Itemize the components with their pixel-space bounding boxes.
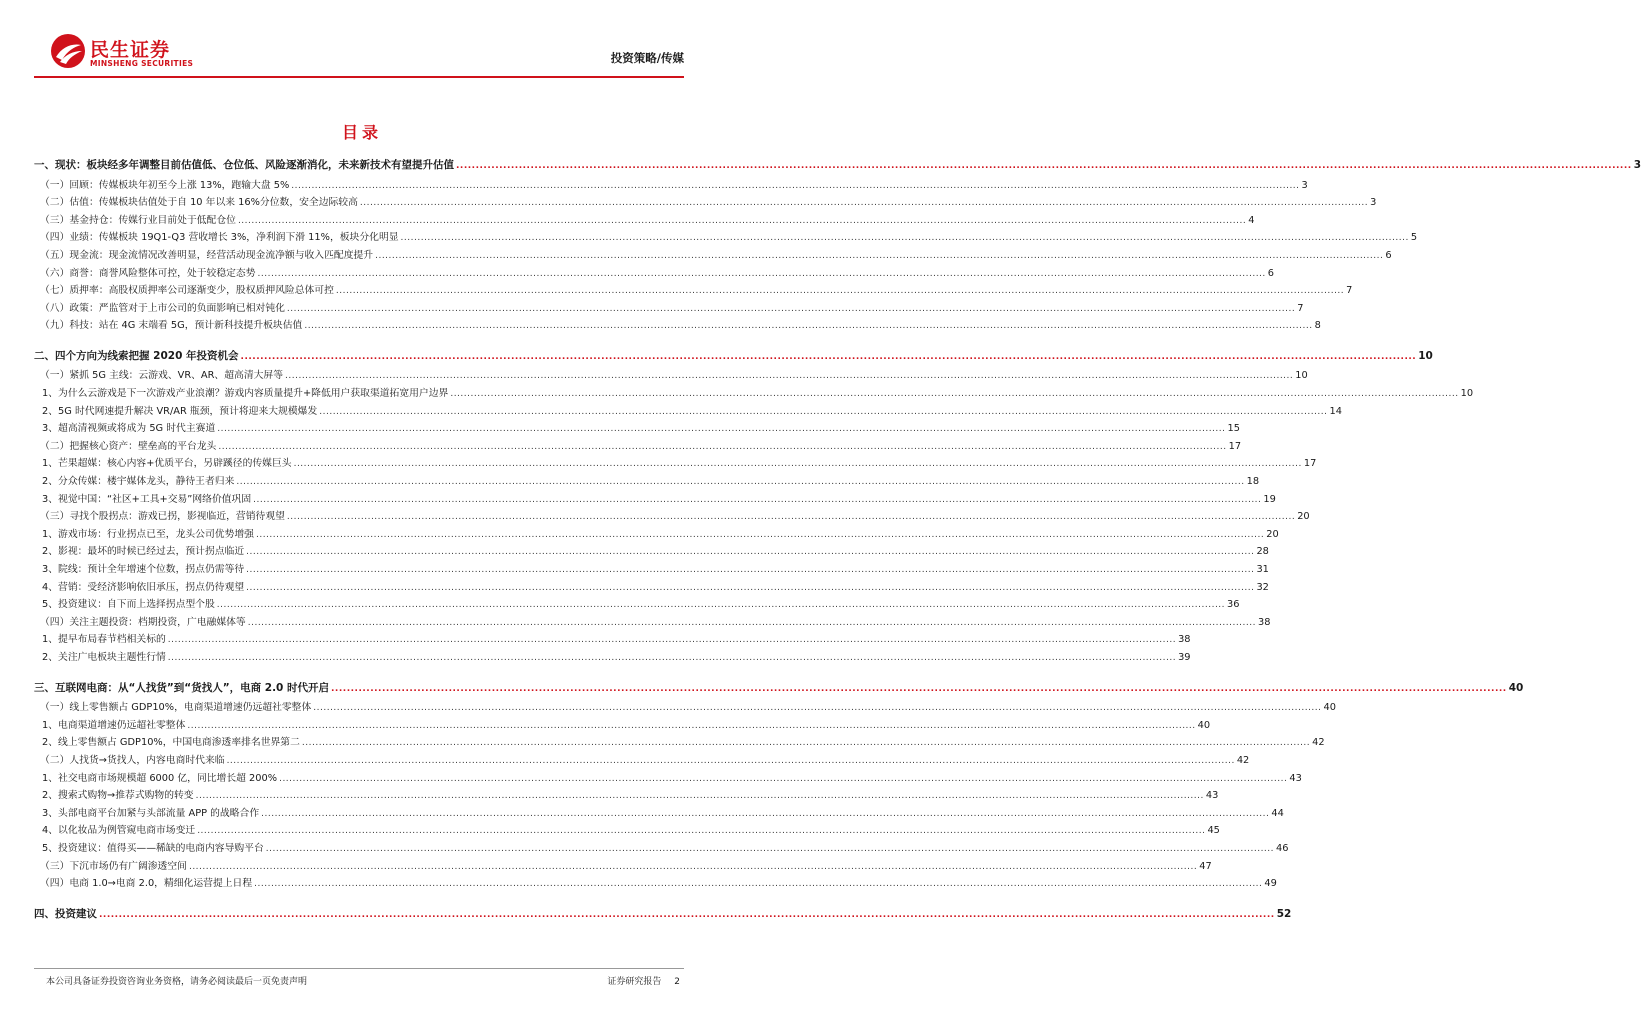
toc-entry-page: 42 (1312, 737, 1325, 749)
toc-leader-dots: ............................................................................................................................................................................................................................................................................................................ (188, 861, 1198, 872)
toc-entry-page: 4 (1248, 214, 1255, 226)
toc-entry-page: 6 (1267, 267, 1275, 279)
toc-leader-dots: ............................................................................................................................................................................................................................................................................................................ (255, 529, 1265, 540)
toc-entry-page: 17 (1228, 440, 1242, 452)
toc-leader-dots: ............................................................................................................................................................................................................................................................................................................ (246, 582, 1255, 593)
toc-entry-level-3[interactable] (34, 631, 1191, 646)
toc-leader-dots: ............................................................................................................................................................................................................................................................................................................ (375, 250, 1384, 261)
toc-entry-page: 32 (1256, 581, 1269, 593)
toc-entry-page: 42 (1236, 754, 1250, 766)
toc-entry-label: 1、游戏市场：行业拐点已至，龙头公司优势增强 (42, 528, 254, 540)
footer-report-type: 证券研究报告 (607, 977, 662, 987)
toc-entry-label: （四）电商 1.0→电商 2.0，精细化运营提上日程 (40, 878, 253, 890)
toc-entry-page: 40 (1508, 681, 1524, 694)
toc-entry-label: （四）业绩：传媒板块 19Q1-Q3 营收增长 3%，净利润下滑 11%，板块分化明显 (40, 232, 399, 244)
toc-leader-dots: ............................................................................................................................................................................................................................................................................................................ (313, 703, 1322, 714)
toc-entry-level-2[interactable] (34, 177, 1308, 191)
toc-entry-level-3[interactable] (34, 385, 1474, 399)
toc-leader-dots: ............................................................................................................................................................................................................................................................................................................ (400, 233, 1409, 244)
toc-entry-level-2[interactable] (34, 438, 1242, 452)
report-category: 投资策略/传媒 (610, 51, 684, 65)
toc-entry-page: 3 (1301, 179, 1308, 191)
footer-info (597, 974, 680, 987)
toc-entry-label: 四、投资建议 (34, 907, 97, 920)
toc-entry-page: 43 (1289, 772, 1302, 784)
toc-entry-level-3[interactable] (34, 840, 1289, 854)
toc-entry-level-3[interactable] (34, 473, 1260, 487)
toc-entry-label: （四）关注主题投资：档期投资，广电融媒体等 (40, 616, 246, 628)
toc-entry-page: 46 (1276, 842, 1289, 854)
toc-entry-label: 一、现状：板块经多年调整目前估值低、仓位低、风险逐渐消化，未来新技术有望提升估值 (34, 159, 454, 171)
toc-entry-level-3[interactable] (34, 455, 1317, 470)
toc-entry-level-3[interactable] (34, 403, 1342, 417)
toc-leader-dots: ............................................................................................................................................................................................................................................................................................................ (195, 791, 1204, 802)
toc-entry-level-2[interactable] (34, 614, 1271, 628)
toc-entry-page: 15 (1227, 423, 1240, 435)
toc-entry-label: （一）回顾：传媒板块年初至今上涨 13%，跑输大盘 5% (40, 179, 290, 191)
toc-leader-dots: ............................................................................................................................................................................................................................................................................................................ (167, 635, 1177, 646)
footer-disclaimer: 本公司具备证券投资咨询业务资格，请务必阅读最后一页免责声明 (46, 977, 308, 987)
toc-entry-level-2[interactable] (34, 212, 1255, 226)
toc-entry-label: （五）现金流：现金流情况改善明显，经营活动现金流净额与收入匹配度提升 (40, 249, 374, 261)
toc-entry-page: 7 (1297, 302, 1304, 314)
toc-entry-page: 31 (1256, 564, 1269, 575)
toc-entry-level-1[interactable] (34, 680, 1524, 694)
toc-leader-dots: ............................................................................................................................................................................................................................................................................................................ (253, 494, 1262, 505)
toc-entry-level-2[interactable] (34, 265, 1275, 279)
toc-leader-dots: ............................................................................................................................................................................................................................................................................................................ (216, 600, 1226, 611)
toc-entry-level-3[interactable] (34, 543, 1269, 558)
toc-entry-page: 45 (1207, 825, 1220, 837)
toc-entry-level-3[interactable] (34, 420, 1240, 435)
toc-leader-dots: ............................................................................................................................................................................................................................................................................................................ (246, 565, 1255, 575)
toc-entry-label: （八）政策：严监管对于上市公司的负面影响已相对钝化 (40, 302, 285, 314)
toc-leader-dots: ............................................................................................................................................................................................................................................................................................................ (293, 459, 1302, 470)
page-header (34, 28, 684, 76)
toc-leader-dots: ............................................................................................................................................................................................................................................................................................................ (286, 512, 1296, 523)
toc-entry-label: 2、5G 时代网速提升解决 VR/AR 瓶颈，预计将迎来大规模爆发 (42, 405, 318, 417)
toc-entry-level-2[interactable] (34, 229, 1418, 244)
toc-entry-label: （三）寻找个股拐点：游戏已拐，影视临近，营销待观望 (40, 511, 285, 523)
toc-leader-dots: ............................................................................................................................................................................................................................................................................................................ (226, 755, 1235, 766)
toc-entry-label: （一）线上零售额占 GDP10%，电商渠道增速仍远超社零整体 (40, 702, 312, 714)
toc-entry-label: 1、电商渠道增速仍远超社零整体 (42, 719, 186, 731)
toc-entry-level-2[interactable] (34, 194, 1377, 209)
company-logo (50, 33, 220, 73)
header-divider (34, 76, 684, 78)
toc-entry-label: 2、线上零售额占 GDP10%，中国电商渗透率排名世界第二 (42, 737, 300, 749)
toc-entry-label: （七）质押率：高股权质押率公司逐渐变少，股权质押风险总体可控 (40, 285, 334, 297)
toc-entry-page: 10 (1295, 370, 1308, 382)
toc-entry-page: 5 (1410, 232, 1418, 244)
page-title: 目录 (341, 123, 382, 142)
toc-entry-label: （九）科技：站在 4G 末端看 5G，预计新科技提升板块估值 (40, 320, 303, 332)
toc-entry-level-2[interactable] (34, 282, 1353, 297)
toc-entry-label: 三、互联网电商：从“人找货”到“货找人”，电商 2.0 时代开启 (34, 681, 330, 694)
toc-entry-level-2[interactable] (34, 875, 1277, 890)
toc-leader-dots: ............................................................................................................................................................................................................................................................................................................ (167, 653, 1177, 663)
toc-leader-dots: ............................................................................................................................................................................................................................................................................................................ (218, 441, 1227, 452)
toc-entry-level-1[interactable] (34, 348, 1433, 362)
toc-entry-label: （一）紧抓 5G 主线：云游戏、VR、AR、超高清大屏等 (40, 370, 284, 382)
toc-leader-dots: ............................................................................................................................................................................................................................................................................................................ (301, 738, 1311, 749)
toc-leader-dots: ............................................................................................................................................................................................................................................................................................................ (247, 617, 1256, 628)
toc-leader-dots: ............................................................................................................................................................................................................................................................................................................ (450, 389, 1459, 399)
toc-leader-dots: ............................................................................................................................................................................................................................................................................................................ (240, 351, 1417, 362)
toc-entry-level-3[interactable] (34, 787, 1219, 802)
toc-leader-dots: ............................................................................................................................................................................................................................................................................................................ (291, 180, 1300, 191)
toc-leader-dots: ............................................................................................................................................................................................................................................................................................................ (456, 161, 1632, 171)
toc-leader-dots: ............................................................................................................................................................................................................................................................................................................ (237, 215, 1247, 226)
toc-entry-level-3[interactable] (34, 717, 1211, 731)
toc-entry-page: 49 (1264, 878, 1277, 890)
toc-entry-level-3[interactable] (34, 596, 1240, 611)
toc-leader-dots: ............................................................................................................................................................................................................................................................................................................ (319, 406, 1328, 417)
toc-entry-page: 52 (1276, 907, 1292, 920)
toc-entry-level-1[interactable] (34, 157, 1641, 171)
toc-leader-dots: ............................................................................................................................................................................................................................................................................................................ (197, 826, 1206, 837)
toc-entry-label: 3、视觉中国：“社区+工具+交易”网络价值巩固 (42, 493, 252, 505)
toc-entry-page: 47 (1199, 860, 1212, 872)
minsheng-logo-icon (50, 33, 86, 69)
toc-entry-page: 20 (1266, 528, 1279, 540)
toc-entry-page: 10 (1460, 388, 1474, 399)
toc-entry-label: 2、影视：最坏的时候已经过去，预计拐点临近 (42, 546, 245, 558)
toc-leader-dots: ............................................................................................................................................................................................................................................................................................................ (285, 371, 1294, 382)
toc-leader-dots: ............................................................................................................................................................................................................................................................................................................ (246, 547, 1255, 558)
toc-entry-level-2[interactable] (34, 317, 1321, 332)
toc-entry-page: 43 (1205, 790, 1219, 802)
toc-entry-page: 20 (1297, 511, 1310, 523)
toc-entry-page: 8 (1314, 320, 1321, 332)
toc-entry-page: 14 (1329, 405, 1342, 417)
toc-entry-level-3[interactable] (34, 822, 1220, 837)
toc-leader-dots: ............................................................................................................................................................................................................................................................................................................ (99, 909, 1275, 920)
toc-entry-label: 2、关注广电板块主题性行情 (42, 652, 166, 663)
toc-entry-level-2[interactable] (34, 300, 1304, 314)
toc-entry-level-3[interactable] (34, 649, 1191, 663)
toc-entry-label: （六）商誉：商誉风险整体可控，处于较稳定态势 (40, 267, 256, 279)
toc-leader-dots: ............................................................................................................................................................................................................................................................................................................ (217, 424, 1226, 435)
toc-entry-label: 4、以化妆品为例管窥电商市场变迁 (42, 825, 196, 837)
toc-entry-level-1[interactable] (34, 906, 1292, 920)
toc-entry-page: 36 (1227, 599, 1240, 611)
toc-entry-level-2[interactable] (34, 699, 1336, 714)
toc-leader-dots: ............................................................................................................................................................................................................................................................................................................ (261, 808, 1270, 819)
toc-entry-page: 44 (1271, 807, 1284, 819)
toc-leader-dots: ............................................................................................................................................................................................................................................................................................................ (286, 303, 1296, 314)
toc-entry-level-2[interactable] (34, 858, 1212, 872)
toc-entry-page: 38 (1178, 634, 1191, 646)
toc-entry-label: 3、头部电商平台加紧与头部流量 APP 的战略合作 (42, 807, 260, 819)
toc-entry-level-3[interactable] (34, 770, 1302, 784)
toc-entry-label: （三）基金持仓：传媒行业目前处于低配仓位 (40, 214, 236, 226)
toc-entry-level-2[interactable] (34, 247, 1392, 261)
toc-entry-label: （二）人找货→货找人，内容电商时代来临 (40, 754, 225, 766)
footer-divider (34, 968, 684, 969)
toc-entry-label: 1、提早布局春节档相关标的 (42, 634, 166, 646)
toc-leader-dots: ............................................................................................................................................................................................................................................................................................................ (304, 321, 1313, 332)
toc-entry-page: 40 (1323, 702, 1336, 714)
toc-entry-level-3[interactable] (34, 805, 1284, 819)
toc-entry-page: 10 (1418, 349, 1433, 362)
toc-entry-label: 1、社交电商市场规模超 6000 亿，同比增长超 200% (42, 772, 278, 784)
toc-leader-dots: ............................................................................................................................................................................................................................................................................................................ (254, 879, 1263, 890)
toc-leader-dots: ............................................................................................................................................................................................................................................................................................................ (265, 843, 1275, 854)
toc-entry-label: （二）把握核心资产：壁垒高的平台龙头 (40, 440, 217, 452)
toc-entry-label: （二）估值：传媒板块估值处于自 10 年以来 16%分位数，安全边际较高 (40, 197, 358, 209)
toc-entry-label: 5、投资建议：值得买——稀缺的电商内容导购平台 (42, 842, 264, 854)
toc-leader-dots: ............................................................................................................................................................................................................................................................................................................ (236, 477, 1245, 487)
toc-entry-page: 40 (1197, 719, 1211, 731)
toc-entry-label: 二、四个方向为线索把握 2020 年投资机会 (34, 349, 239, 362)
toc-leader-dots: ............................................................................................................................................................................................................................................................................................................ (257, 268, 1266, 279)
toc-entry-level-2[interactable] (34, 367, 1308, 382)
toc-entry-label: 5、投资建议：自下而上选择拐点型个股 (42, 599, 215, 611)
toc-entry-label: 2、分众传媒：楼宇媒体龙头，静待王者归来 (42, 476, 235, 487)
toc-entry-page: 6 (1385, 249, 1392, 261)
toc-entry-label: 2、搜索式购物→推荐式购物的转变 (42, 790, 194, 802)
toc-entry-level-2[interactable] (34, 752, 1250, 766)
toc-entry-level-3[interactable] (34, 491, 1276, 505)
toc-leader-dots: ............................................................................................................................................................................................................................................................................................................ (359, 198, 1369, 209)
toc-entry-page: 3 (1370, 197, 1377, 209)
toc-entry-level-2[interactable] (34, 508, 1310, 523)
toc-entry-level-3[interactable] (34, 579, 1269, 593)
toc-entry-label: （三）下沉市场仍有广阔渗透空间 (40, 860, 187, 872)
logo-chinese-name: 民生证券 (90, 39, 171, 61)
toc-entry-page: 3 (1633, 159, 1641, 171)
toc-leader-dots: ............................................................................................................................................................................................................................................................................................................ (335, 286, 1345, 297)
toc-entry-page: 7 (1346, 285, 1353, 297)
toc-entry-label: 4、营销：受经济影响依旧承压，拐点仍待观望 (42, 581, 245, 593)
toc-leader-dots: ............................................................................................................................................................................................................................................................................................................ (331, 683, 1507, 694)
toc-entry-label: 1、为什么云游戏是下一次游戏产业浪潮？游戏内容质量提升+降低用户获取渠道拓宽用户边界 (42, 388, 449, 399)
toc-entry-level-3[interactable] (34, 526, 1279, 540)
toc-entry-level-3[interactable] (34, 561, 1269, 575)
toc-entry-page: 17 (1303, 458, 1317, 470)
toc-entry-page: 28 (1256, 546, 1269, 558)
toc-entry-page: 18 (1246, 476, 1260, 487)
toc-entry-label: 3、院线：预计全年增速个位数，拐点仍需等待 (42, 564, 245, 575)
toc-entry-label: 1、芒果超媒：核心内容+优质平台，另辟蹊径的传媒巨头 (42, 458, 292, 470)
toc-entry-page: 39 (1178, 652, 1191, 663)
toc-leader-dots: ............................................................................................................................................................................................................................................................................................................ (187, 720, 1196, 731)
logo-english-name: MINSHENG SECURITIES (90, 59, 194, 68)
footer-page-number: 2 (674, 977, 680, 987)
toc-entry-page: 19 (1263, 493, 1276, 505)
toc-entry-label: 3、超高清视频或将成为 5G 时代主赛道 (42, 423, 216, 435)
toc-entry-level-3[interactable] (34, 734, 1325, 749)
toc-leader-dots: ............................................................................................................................................................................................................................................................................................................ (279, 773, 1288, 784)
toc-entry-page: 38 (1258, 616, 1271, 628)
